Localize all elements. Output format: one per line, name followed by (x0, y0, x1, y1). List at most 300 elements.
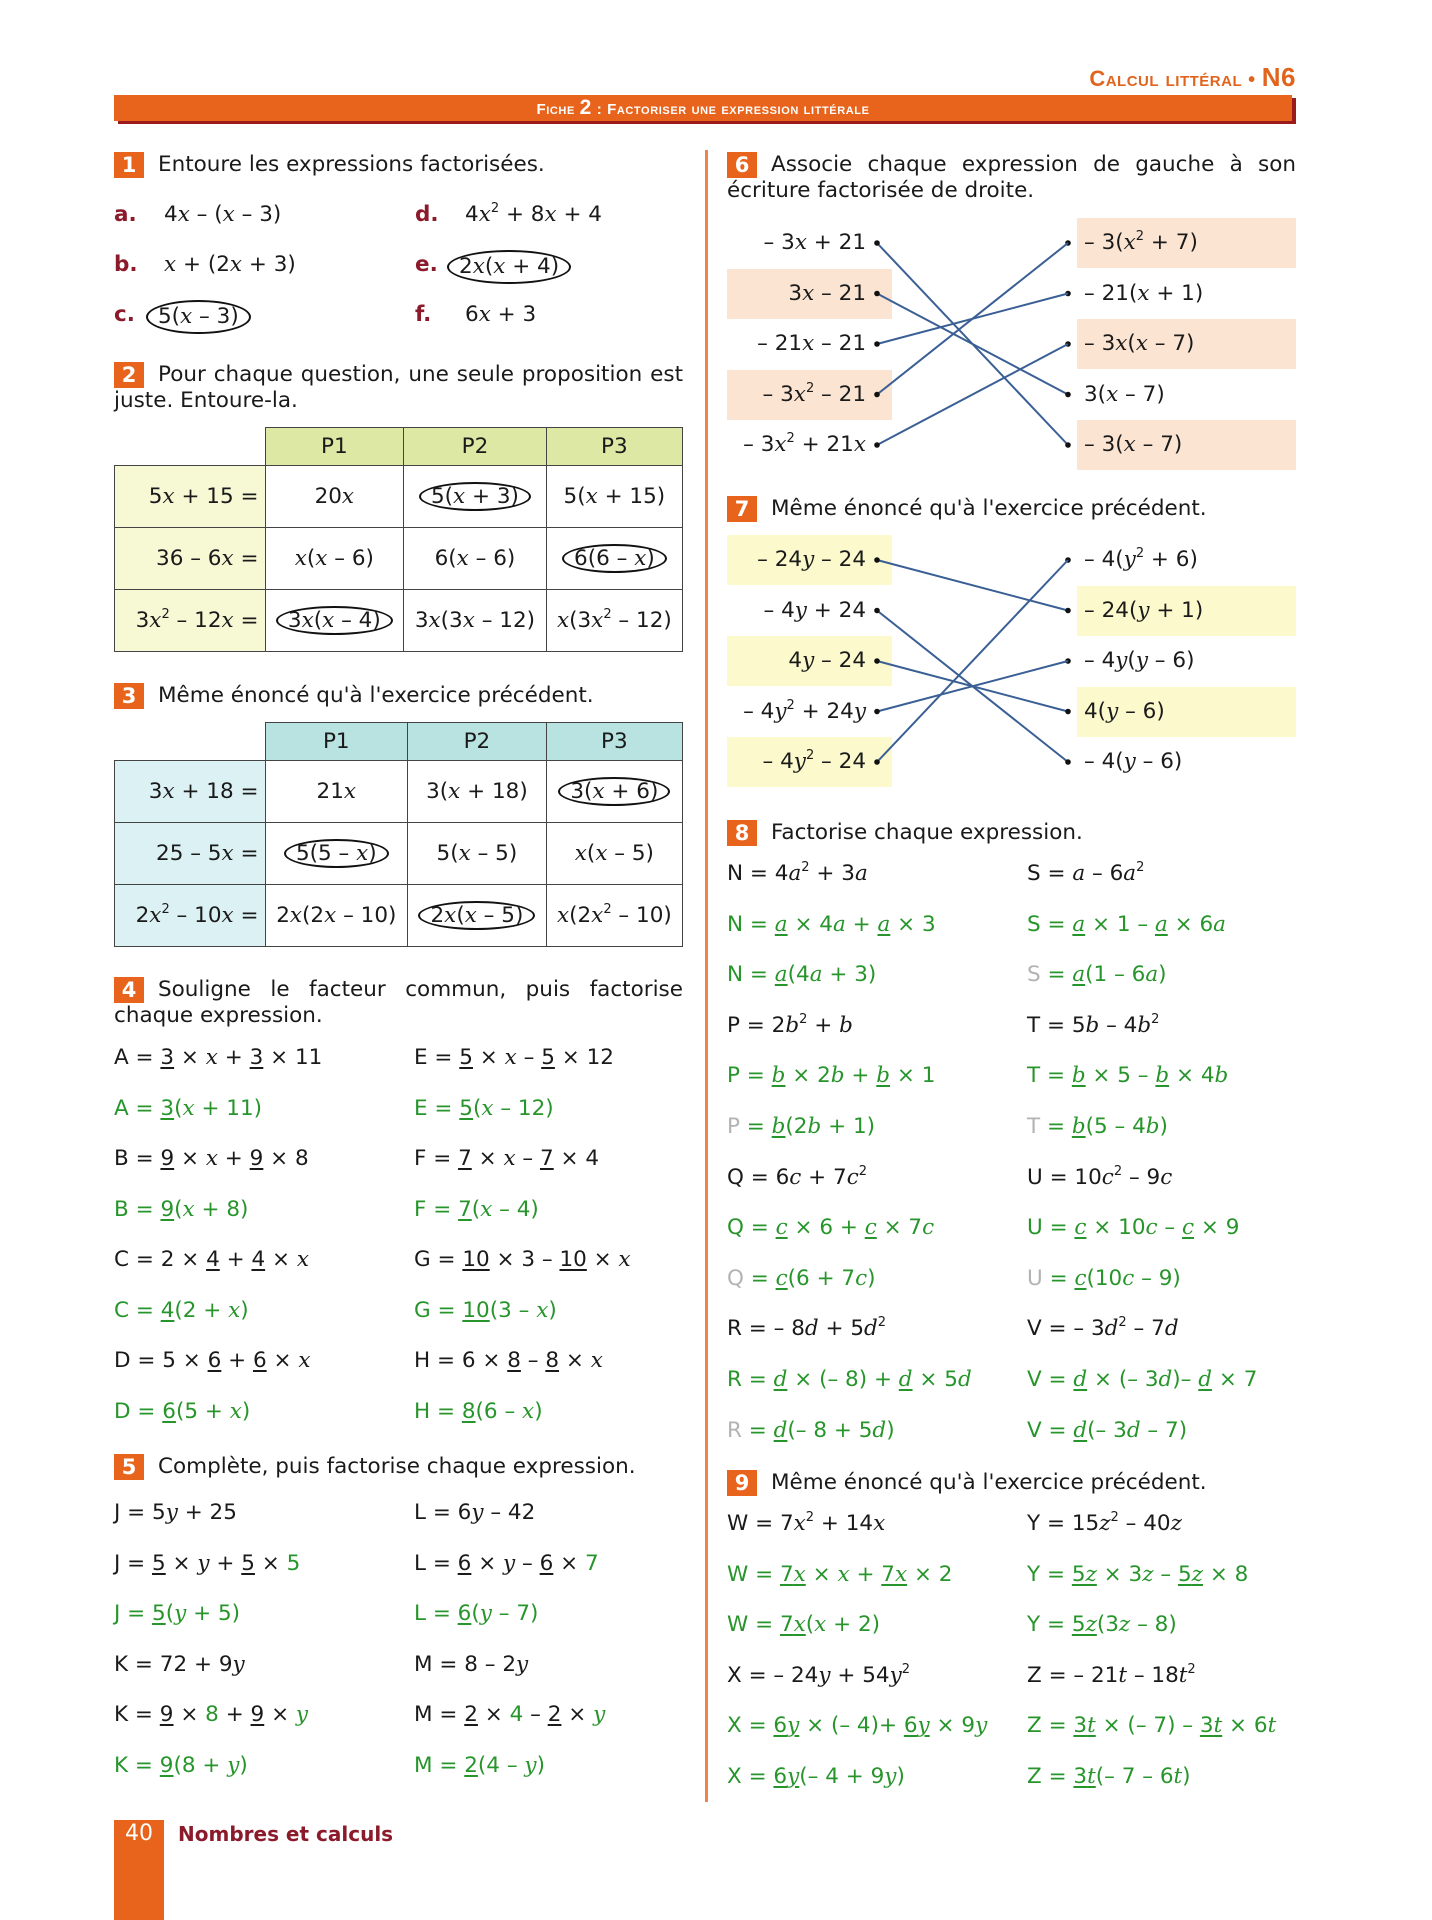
exercise-number-badge: 7 (727, 496, 757, 522)
variable: c (789, 1164, 802, 1190)
circled-proposition: 5(5 – x) (284, 839, 389, 868)
exponent: 2 (1118, 1315, 1127, 1331)
variable: y (794, 597, 807, 623)
variable: x (149, 608, 162, 633)
expression: 3x – 21 (788, 280, 866, 306)
underlined-factor: 9 (249, 1146, 264, 1171)
variable: y (1123, 749, 1136, 774)
underlined-factor: 7 (458, 1196, 472, 1222)
proposition-cell[interactable] (546, 823, 682, 885)
expression: J = 5(y + 5) (114, 1601, 241, 1626)
expression: U = c × 10c – c × 9 (1027, 1215, 1240, 1241)
variable: x (1123, 432, 1136, 457)
connection-dot[interactable] (1065, 291, 1071, 297)
expression-line (1027, 1314, 1179, 1344)
item-label: e. (415, 252, 438, 277)
answer-line (727, 1365, 972, 1395)
expression: G = 10(3 – x) (414, 1297, 557, 1323)
table-row (115, 590, 683, 652)
expression-line (1027, 859, 1144, 889)
variable: x (315, 546, 328, 571)
underlined-factor: 4 (206, 1247, 220, 1272)
proposition: 3x(3x – 12) (414, 608, 536, 633)
expression: M = 2 × 4 – 2 × y (414, 1702, 606, 1727)
proposition-cell[interactable] (546, 885, 682, 947)
exercise-number-badge: 9 (727, 1470, 757, 1496)
table-row (115, 466, 683, 528)
expression-line (1027, 1661, 1196, 1691)
proposition: $x(3x^2 - 12)$ (556, 607, 672, 633)
exponent: 2 (786, 431, 795, 446)
expression: V = d × (– 3d)– d × 7 (1027, 1367, 1258, 1392)
underlined-factor: c (775, 1265, 788, 1291)
right-expression[interactable] (1084, 228, 1198, 258)
variable: a (1213, 911, 1226, 937)
connection-dot[interactable] (1065, 442, 1071, 448)
underlined-factor: 5 (152, 1601, 166, 1626)
variable: x (536, 1297, 549, 1323)
proposition-cell[interactable] (408, 823, 547, 885)
item-label: b. (114, 252, 138, 277)
variable: x (298, 1348, 311, 1373)
faded-label: S (1027, 962, 1041, 988)
circled-proposition: 3(x + 6) (558, 777, 670, 806)
underlined-factor: z (1085, 1612, 1097, 1638)
underlined-factor: 5 (1071, 1561, 1086, 1587)
connection-dot[interactable] (874, 341, 880, 347)
variable: x (221, 546, 234, 571)
connection-dot[interactable] (1065, 759, 1071, 765)
expression: R = – $8d + 5d^2$ (727, 1315, 887, 1342)
expression: V = d(– 3d – 7) (1027, 1417, 1188, 1443)
left-expression[interactable] (763, 747, 866, 777)
variable: x (1106, 381, 1119, 407)
expression: – 24y – 24 (757, 547, 866, 572)
answer-line (727, 1560, 953, 1590)
proposition: 20x (314, 484, 355, 509)
row-expression (115, 885, 266, 947)
expression: L = 6(y – 7) (414, 1601, 539, 1626)
underlined-factor: 5 (241, 1550, 255, 1576)
column-header: P2 (404, 428, 547, 466)
expression: K = 9(8 + y) (114, 1752, 248, 1778)
variable: x (590, 1348, 603, 1373)
proposition-cell[interactable] (408, 761, 547, 823)
variable: y (884, 1764, 897, 1789)
variable: x (802, 331, 815, 356)
expression: F = 7(x – 4) (414, 1196, 539, 1222)
variable: x (428, 608, 441, 633)
variable: x (458, 841, 471, 866)
variable: x (301, 608, 314, 633)
filled-answer: 7 (585, 1550, 599, 1576)
left-expression[interactable] (764, 228, 866, 258)
connection-dot[interactable] (1065, 240, 1071, 246)
expression: U = c(10c – 9) (1027, 1265, 1181, 1291)
expression: R = d(– 8 + 5d) (727, 1417, 895, 1443)
expression: Z = – $21t - 18t^2$ (1027, 1661, 1196, 1688)
variable: c (846, 1164, 859, 1190)
proposition-cell[interactable] (265, 885, 408, 947)
expression-line (1027, 1163, 1172, 1193)
row-expression-text: 36 – 6x = (156, 546, 259, 571)
answer-line (414, 1397, 543, 1427)
underlined-factor: 7 (540, 1146, 554, 1171)
proposition-cell[interactable] (265, 761, 408, 823)
variable: a (1072, 861, 1086, 886)
column-header: P1 (265, 428, 404, 466)
exponent: 2 (1113, 1163, 1123, 1179)
answer-line (414, 1094, 554, 1124)
variable: d (1126, 1417, 1141, 1443)
answer-line (114, 1397, 250, 1427)
variable: x (456, 546, 469, 571)
proposition-cell[interactable] (546, 761, 682, 823)
proposition-cell[interactable] (404, 466, 547, 528)
expression: $N = 4a^2 + 3a$ (727, 860, 868, 886)
underlined-factor: 3 (160, 1045, 175, 1070)
right-expression[interactable] (1084, 380, 1165, 410)
variable: y (524, 1752, 537, 1778)
expression: P = b × 2b + b × 1 (727, 1063, 936, 1089)
left-expression[interactable] (764, 596, 866, 626)
expression-line (414, 1700, 605, 1730)
variable: x (556, 903, 570, 928)
expression-line (414, 1043, 614, 1073)
expression: $T = 5b - 4b^2$ (1027, 1011, 1160, 1038)
variable: x (205, 1045, 218, 1070)
exponent: 2 (786, 697, 795, 713)
chapter-separator: • (1242, 69, 1262, 91)
underlined-factor: y (787, 1713, 800, 1739)
variable: z (1118, 1612, 1131, 1638)
item-label: a. (114, 202, 137, 227)
underlined-factor: 9 (159, 1702, 174, 1727)
variable: y (802, 648, 815, 673)
expression: $Y = 15z^2 - 40z$ (1027, 1510, 1182, 1536)
right-expression[interactable] (1084, 430, 1182, 460)
circled-proposition: 6(6 – x) (562, 544, 667, 573)
exponent: 2 (603, 902, 612, 917)
expression: – 3x + 21 (763, 230, 866, 255)
expression: M = 2(4 – y) (414, 1752, 545, 1778)
variable: b (785, 1012, 800, 1038)
proposition-cell[interactable] (265, 466, 404, 528)
right-expression[interactable] (1084, 329, 1194, 359)
underlined-factor: 5 (1177, 1561, 1192, 1587)
expression: D = 5 × 6 + 6 × x (114, 1348, 311, 1373)
underlined-factor: 6 (457, 1550, 472, 1576)
underlined-factor: 6 (773, 1713, 788, 1739)
underlined-factor: 6 (207, 1348, 222, 1373)
variable: c (1160, 1164, 1173, 1190)
expression-line (414, 1498, 535, 1528)
expression-line (414, 1650, 528, 1680)
variable: x (837, 1561, 850, 1587)
circled-proposition: 2x(x – 5) (418, 901, 535, 930)
variable: x (591, 608, 604, 633)
underlined-factor: c (1074, 1215, 1087, 1241)
exponent: 2 (1151, 1011, 1160, 1027)
variable: d (804, 1316, 819, 1342)
exponent: 2 (858, 1163, 868, 1179)
expression: B = 9 × x + 9 × 8 (114, 1146, 309, 1171)
left-expression[interactable] (743, 697, 866, 727)
answer-line (414, 1751, 545, 1781)
answer-line (727, 1213, 934, 1243)
underlined-factor: 5 (541, 1045, 555, 1070)
variable: d (872, 1417, 887, 1443)
proposition: 6(x – 6) (434, 546, 516, 571)
connection-dot[interactable] (1065, 392, 1071, 398)
expression: K = 72 + 9y (114, 1651, 245, 1677)
underlined-factor: 7 (779, 1612, 794, 1638)
underlined-factor: d (898, 1367, 913, 1392)
circled-expression[interactable]: 2x(x + 4) (447, 250, 571, 284)
expression: – 21x – 21 (757, 331, 866, 356)
item-label: f. (415, 302, 432, 327)
proposition: x(x – 6) (294, 546, 374, 571)
answer-line (1027, 1264, 1181, 1294)
proposition-table-ex2 (114, 427, 683, 652)
variable: x (802, 280, 815, 306)
connection-dot[interactable] (1065, 608, 1071, 614)
circled-proposition: 3x(x – 4) (276, 606, 393, 635)
variable: x (182, 1196, 195, 1222)
variable: x (162, 484, 175, 509)
left-expression[interactable] (788, 646, 866, 676)
variable: x (793, 381, 806, 407)
expression: Z = 3t(– 7 – 6t) (1027, 1764, 1191, 1789)
section-name: Nombres et calculs (178, 1822, 394, 1846)
fiche-title-bar (114, 95, 1292, 121)
proposition-table-ex3 (114, 722, 683, 947)
connection-dot[interactable] (874, 709, 880, 715)
matching-line (877, 661, 1068, 712)
item-expression: $4x^2 + 8x + 4$ (465, 201, 602, 227)
connection-dot[interactable] (1065, 709, 1071, 715)
expression: Z = 3t × (– 7) – 3t × 6t (1027, 1713, 1277, 1739)
proposition-cell[interactable] (265, 528, 404, 590)
right-expression[interactable] (1084, 596, 1203, 626)
expression: 3(x – 7) (1084, 381, 1165, 407)
expression: X = – $24y + 54y^2$ (727, 1661, 910, 1688)
expression: – 21(x + 1) (1084, 280, 1204, 306)
variable: y (1135, 648, 1148, 673)
variable: x (544, 202, 557, 227)
variable: x (221, 903, 234, 928)
exponent: 2 (1136, 860, 1145, 875)
underlined-factor: x (793, 1612, 806, 1638)
variable: x (592, 779, 605, 804)
circled-expression[interactable]: 5(x – 3) (146, 300, 251, 334)
proposition: x(x – 5) (574, 841, 654, 866)
exercise-7-header (727, 496, 1296, 522)
faded-label: Q (727, 1265, 744, 1291)
variable: x (481, 1095, 494, 1121)
exercise-instruction: Même énoncé qu'à l'exercice précédent. (158, 683, 594, 708)
variable: x (448, 779, 461, 804)
variable: x (221, 841, 234, 866)
left-expression[interactable] (757, 545, 866, 575)
proposition-cell[interactable] (404, 590, 547, 652)
expression: 4y – 24 (788, 648, 866, 673)
exercise-number-badge: 2 (114, 362, 144, 388)
underlined-factor: 7 (881, 1561, 895, 1587)
variable: t (1118, 1662, 1127, 1688)
connection-dot[interactable] (1065, 557, 1071, 563)
variable: t (1178, 1662, 1188, 1688)
exercise-instruction: Même énoncé qu'à l'exercice précédent. (771, 496, 1207, 521)
proposition-cell[interactable] (546, 466, 682, 528)
variable: x (774, 432, 787, 457)
underlined-factor: 5 (152, 1550, 166, 1576)
underlined-factor: 2 (464, 1702, 478, 1727)
variable: x (464, 903, 477, 928)
variable: z (1170, 1511, 1182, 1536)
column-header: P3 (546, 723, 682, 761)
underlined-factor: c (864, 1215, 877, 1241)
column-divider (705, 150, 708, 1802)
variable: x (634, 546, 647, 571)
variable: d (1158, 1367, 1173, 1392)
proposition-cell[interactable] (408, 885, 547, 947)
connection-dot[interactable] (874, 442, 880, 448)
right-expression[interactable] (1084, 545, 1198, 575)
answer-line (1027, 1213, 1239, 1243)
column-header: P2 (408, 723, 547, 761)
underlined-factor: 6 (773, 1764, 788, 1789)
right-expression[interactable] (1084, 697, 1165, 727)
exponent: 2 (805, 1510, 815, 1525)
underlined-factor: d (1073, 1367, 1088, 1392)
answer-line (114, 1751, 248, 1781)
left-expression[interactable] (788, 279, 866, 309)
variable: y (1137, 597, 1150, 623)
connection-dot[interactable] (1065, 341, 1071, 347)
variable: x (162, 779, 175, 804)
expression: X = 6y × (– 4)+ 6y × 9y (727, 1713, 988, 1739)
exercise-9-header (727, 1470, 1296, 1496)
exercise-4-header (114, 977, 683, 1029)
variable: x (341, 484, 355, 509)
expression: W = 7x × x + 7x × 2 (727, 1561, 953, 1587)
exercise-number-badge: 3 (114, 683, 144, 709)
variable: y (1123, 547, 1136, 572)
proposition-cell[interactable] (546, 528, 682, 590)
underlined-factor: a (1072, 911, 1086, 937)
variable: y (1106, 698, 1119, 724)
underlined-factor: 5 (1071, 1612, 1086, 1638)
expression-line (727, 1163, 867, 1193)
exponent: 2 (161, 607, 170, 622)
variable: t (1267, 1713, 1277, 1739)
exercise-number-badge: 6 (727, 152, 757, 178)
expression: – $3x^2 - 21$ (762, 380, 866, 407)
underlined-factor: 8 (461, 1398, 476, 1424)
expression-line (414, 1245, 631, 1275)
right-expression[interactable] (1084, 279, 1203, 309)
expression: W = 7x(x + 2) (727, 1612, 881, 1638)
variable: a (788, 861, 802, 886)
expression: – $4(y^2 + 6)$ (1084, 546, 1198, 572)
matching-line (877, 661, 1068, 712)
expression: F = 7 × x – 7 × 4 (414, 1146, 600, 1171)
underlined-factor: x (894, 1561, 908, 1587)
underlined-factor: d (773, 1367, 788, 1392)
variable: c (1122, 1265, 1135, 1291)
variable: a (832, 911, 846, 937)
exercise-instruction: Complète, puis factorise chaque expression. (158, 1454, 636, 1479)
exercise-number-badge: 4 (114, 977, 144, 1003)
proposition-cell[interactable] (404, 528, 547, 590)
exercise-2-header (114, 362, 683, 414)
expression: C = 2 × 4 + 4 × x (114, 1247, 309, 1272)
column-header: P3 (546, 428, 682, 466)
variable: y (793, 749, 806, 774)
answer-line (727, 1061, 935, 1091)
variable: x (478, 202, 491, 227)
exponent: 2 (161, 902, 170, 917)
expression: – 3(x – 7) (1084, 432, 1183, 457)
connection-dot[interactable] (1065, 658, 1071, 664)
filled-answer: 5 (286, 1550, 301, 1576)
expression: – $3x^2 + 21x$ (743, 431, 866, 457)
variable: y (503, 1550, 516, 1576)
underlined-factor: b (1155, 1063, 1170, 1089)
proposition-cell[interactable] (546, 590, 682, 652)
expression-line (114, 1245, 309, 1275)
matching-line (877, 344, 1068, 445)
left-expression[interactable] (743, 430, 866, 460)
left-expression[interactable] (757, 329, 866, 359)
exercise-6-header (727, 152, 1296, 204)
underlined-factor: 7 (458, 1146, 472, 1171)
underlined-factor: 10 (559, 1247, 587, 1272)
variable: y (479, 1601, 492, 1626)
proposition-cell[interactable] (265, 590, 404, 652)
underlined-factor: b (771, 1063, 786, 1089)
variable: a (809, 962, 823, 988)
variable: x (522, 1398, 535, 1424)
expression: A = 3(x + 11) (114, 1095, 263, 1121)
filled-answer: 8 (205, 1702, 219, 1727)
expression: H = 8(6 – x) (414, 1398, 543, 1424)
expression: – $4y^2 - 24$ (762, 748, 866, 774)
underlined-factor: 6 (539, 1550, 554, 1576)
variable: c (1145, 1215, 1158, 1241)
underlined-factor: a (774, 911, 788, 937)
proposition-cell[interactable] (265, 823, 408, 885)
variable: x (296, 1247, 309, 1272)
variable: x (164, 252, 177, 277)
connection-dot[interactable] (874, 240, 880, 246)
proposition: 3(x + 18) (426, 779, 528, 804)
exponent: 2 (1110, 1510, 1119, 1525)
connection-dot[interactable] (874, 608, 880, 614)
variable: x (177, 202, 190, 227)
right-expression[interactable] (1084, 747, 1182, 777)
expression: J = 5y + 25 (114, 1500, 237, 1525)
answer-line (1027, 960, 1167, 990)
underlined-factor: 5 (459, 1045, 473, 1070)
variable: b (830, 1063, 845, 1089)
exercise-instruction: Souligne le facteur commun, puis factorise chaque expression. (114, 977, 683, 1028)
item-expression: x + (2x + 3) (164, 252, 296, 277)
right-expression[interactable] (1084, 646, 1194, 676)
expression: N = a(4a + 3) (727, 962, 877, 988)
left-expression[interactable] (763, 380, 866, 410)
